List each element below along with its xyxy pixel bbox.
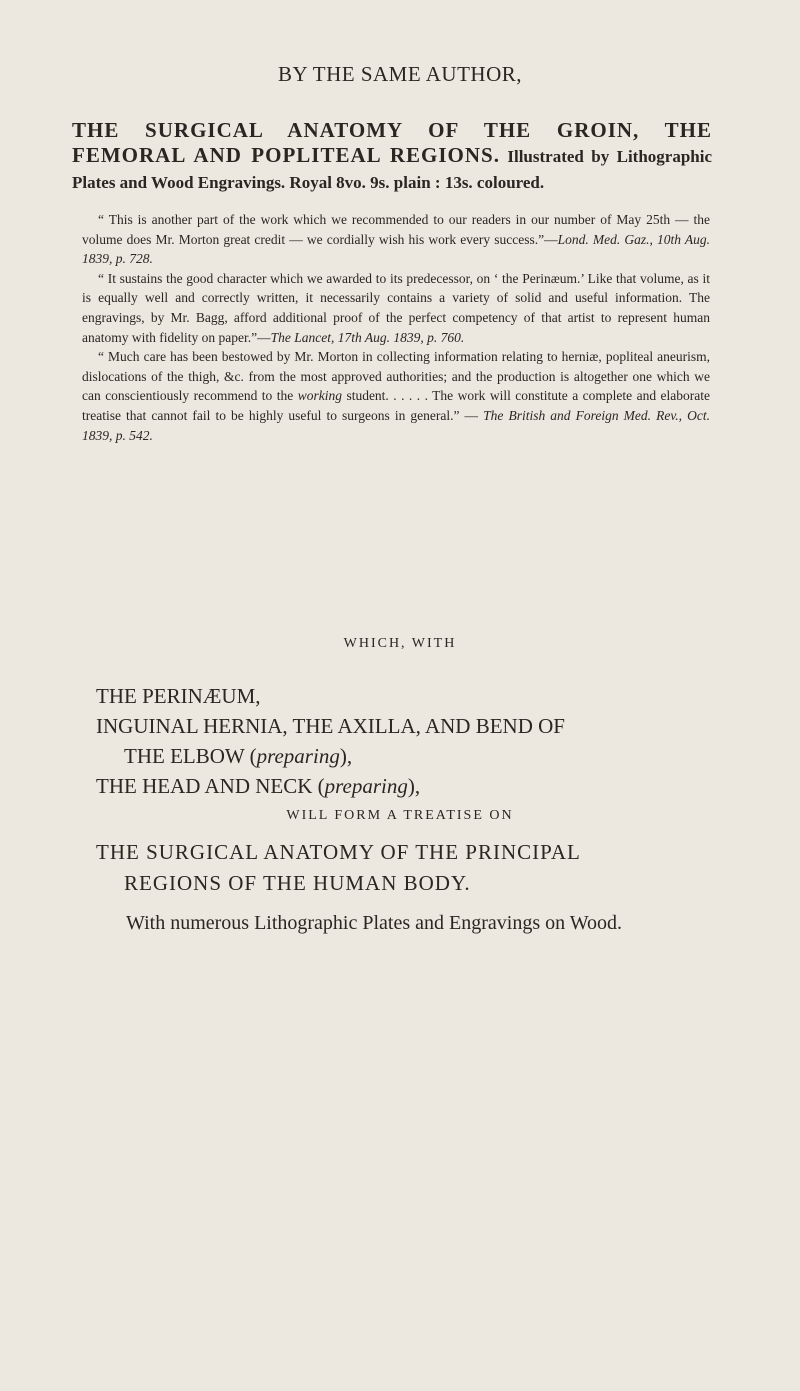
which-with: WHICH, WITH [343,636,457,651]
review-text: “ Much care has been bestowed by Mr. Morton in collecting information relating to herniæ, popliteal aneurism, dislocations of the thigh, &c. from the most approved authorities; and the production is altogether one which we can conscientiously recommend to the [82,349,710,404]
treatise-title-line-1: THE SURGICAL ANATOMY OF THE PRINCIPAL [96,840,581,864]
review-source: Lond. Med. Gaz., 10th Aug. 1839, p. 728. [82,231,710,267]
series-item: THE HEAD AND NECK (preparing), [96,774,421,798]
book-title-details: Illustrated by Lithographic Plates and Wood Engravings. Royal 8vo. 9s. plain : 13s. coloured. [72,147,713,192]
book-title-main: THE SURGICAL ANATOMY OF THE GROIN, THE FEMORAL AND POPLITEAL REGIONS. [72,118,712,167]
reviews [82,210,710,445]
review-emphasis: working [297,388,342,404]
series-note: preparing [256,744,340,768]
series-item: THE ELBOW (preparing), [124,744,353,768]
treatise-title-line-2: REGIONS OF THE HUMAN BODY. [124,871,471,895]
book-title [72,118,712,195]
review-text: student. . . . . . The work will constitute a complete and elaborate treatise that cannot fail to be highly useful to surgeons in general.” — [82,388,711,423]
plates-note: With numerous Lithographic Plates and Engravings on Wood. [126,912,623,934]
review-2 [82,269,710,347]
will-form-line: WILL FORM A TREATISE ON [286,808,514,823]
series-item: INGUINAL HERNIA, THE AXILLA, AND BEND OF [96,714,565,738]
series-note: preparing [324,774,408,798]
series-item: THE PERINÆUM, [96,684,261,708]
review-1 [82,210,710,269]
review-text: “ It sustains the good character which we awarded to its predecessor, on ‘ the Perinæum.’ Like that volume, as it is equally well and correctly written, it necessarily contains a variety of solid and useful information. The engravings, by Mr. Bagg, afford additional proof of the perfect competency of that artist to represent human anatomy with fidelity on paper.”— [82,270,710,345]
review-source: The Lancet, 17th Aug. 1839, p. 760. [270,329,465,345]
review-3 [82,347,710,445]
author-heading: BY THE SAME AUTHOR, [277,62,523,86]
review-source: The British and Foreign Med. Rev., Oct. 1839, p. 542. [82,407,710,443]
review-text: “ This is another part of the work which we recommended to our readers in our number of May 25th — the volume does Mr. Morton great credit — we cordially wish his work every success.”— [82,212,710,247]
